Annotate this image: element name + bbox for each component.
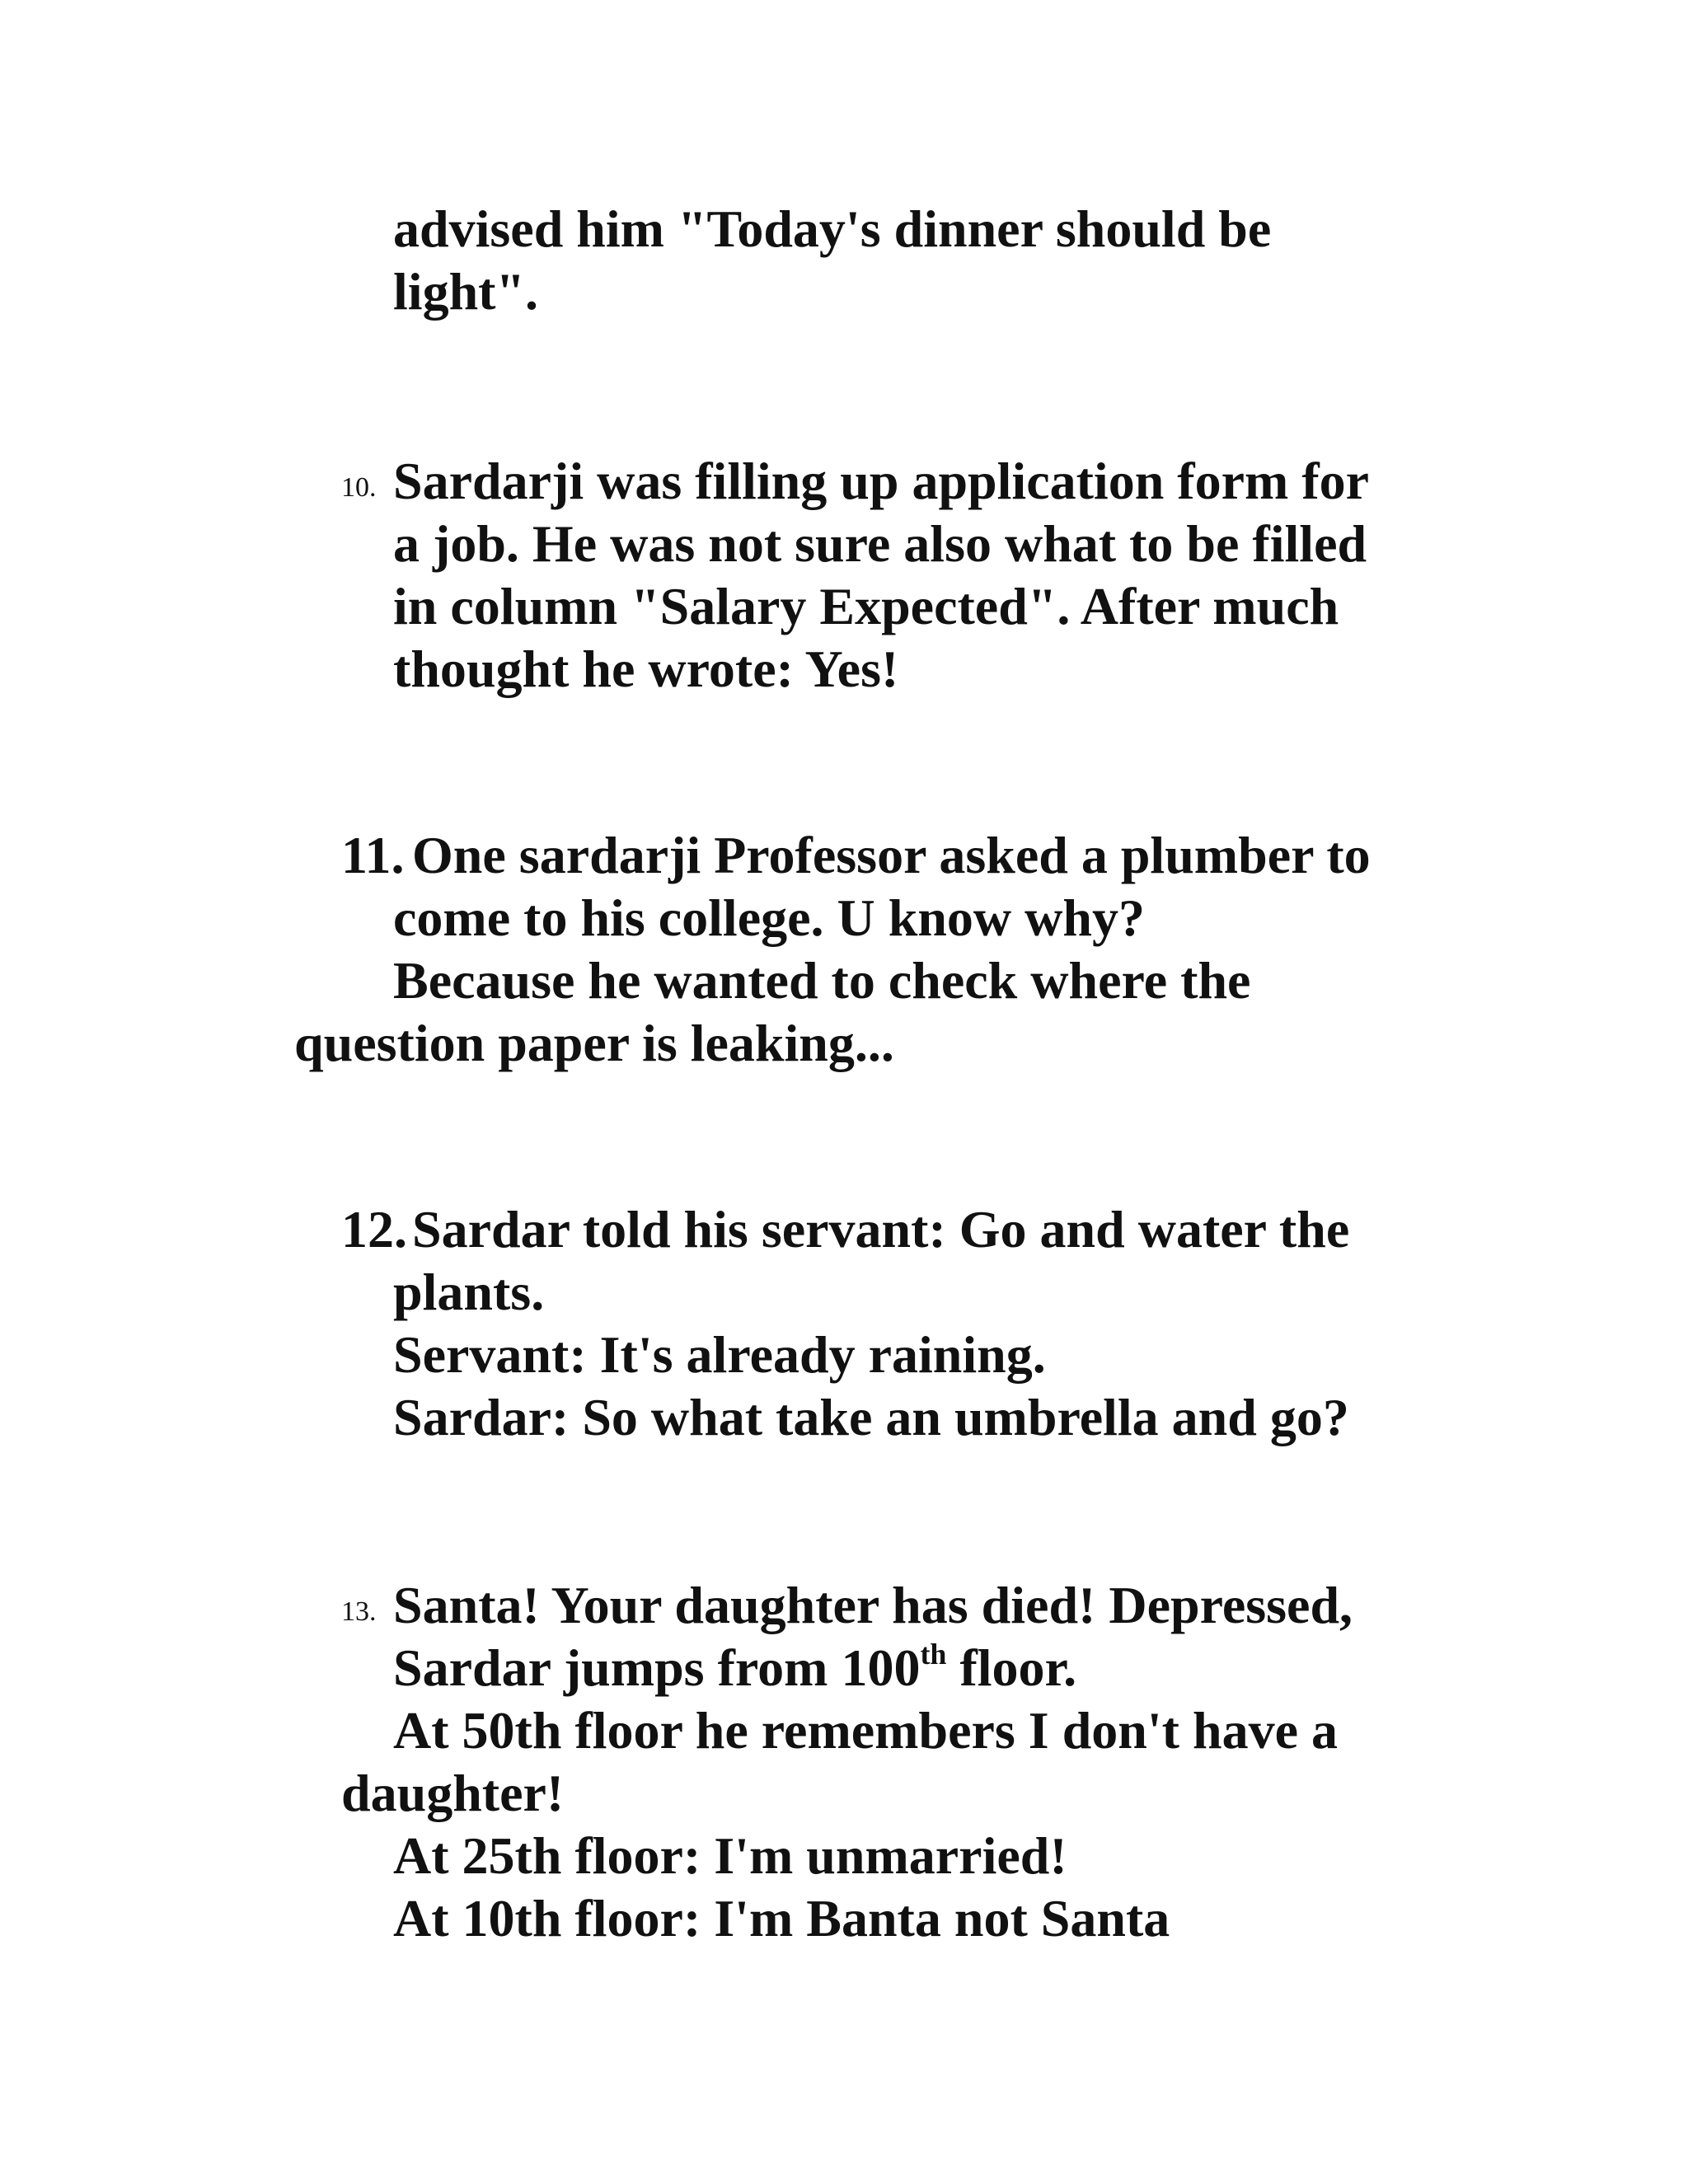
- item9-line-2: light".: [393, 262, 538, 321]
- item13-line-1: Santa! Your daughter has died! Depressed,: [393, 1576, 1353, 1634]
- item13-line-4: daughter!: [341, 1764, 565, 1822]
- item12-line-1: Sardar told his servant: Go and water the: [412, 1200, 1350, 1258]
- item10-line-1: Sardarji was filling up application form for: [393, 452, 1370, 510]
- item12-number: 12.: [341, 1200, 407, 1258]
- item9-line-1: advised him "Today's dinner should be: [393, 199, 1272, 258]
- item10-number: 10.: [341, 472, 377, 503]
- item13-number: 13.: [341, 1596, 377, 1627]
- item13-line-2-main: Sardar jumps from 100: [393, 1638, 921, 1697]
- item10-line-2: a job. He was not sure also what to be filled: [393, 514, 1367, 573]
- item13-superscript: th: [920, 1638, 947, 1671]
- item13-line-5: At 25th floor: I'm unmarried!: [393, 1826, 1067, 1885]
- item13-line-2: [393, 1637, 1076, 1699]
- item12-line-3: Servant: It's already raining.: [393, 1325, 1046, 1384]
- item13-line-3: At 50th floor he remembers I don't have a: [393, 1701, 1338, 1760]
- item13-line-2-end: floor.: [946, 1638, 1077, 1697]
- item11-line-1: One sardarji Professor asked a plumber to: [412, 826, 1371, 884]
- item10-line-4: thought he wrote: Yes!: [393, 640, 899, 698]
- item13-line-6: At 10th floor: I'm Banta not Santa: [393, 1889, 1170, 1947]
- item11-number: 11.: [341, 826, 405, 884]
- item12-line-2: plants.: [393, 1263, 545, 1321]
- item11-line-3: Because he wanted to check where the: [393, 951, 1251, 1010]
- item11-line-4: question paper is leaking...: [294, 1014, 894, 1072]
- item12-line-4: Sardar: So what take an umbrella and go?: [393, 1388, 1349, 1446]
- item11-line-2: come to his college. U know why?: [393, 888, 1145, 947]
- item10-line-3: in column "Salary Expected". After much: [393, 577, 1339, 635]
